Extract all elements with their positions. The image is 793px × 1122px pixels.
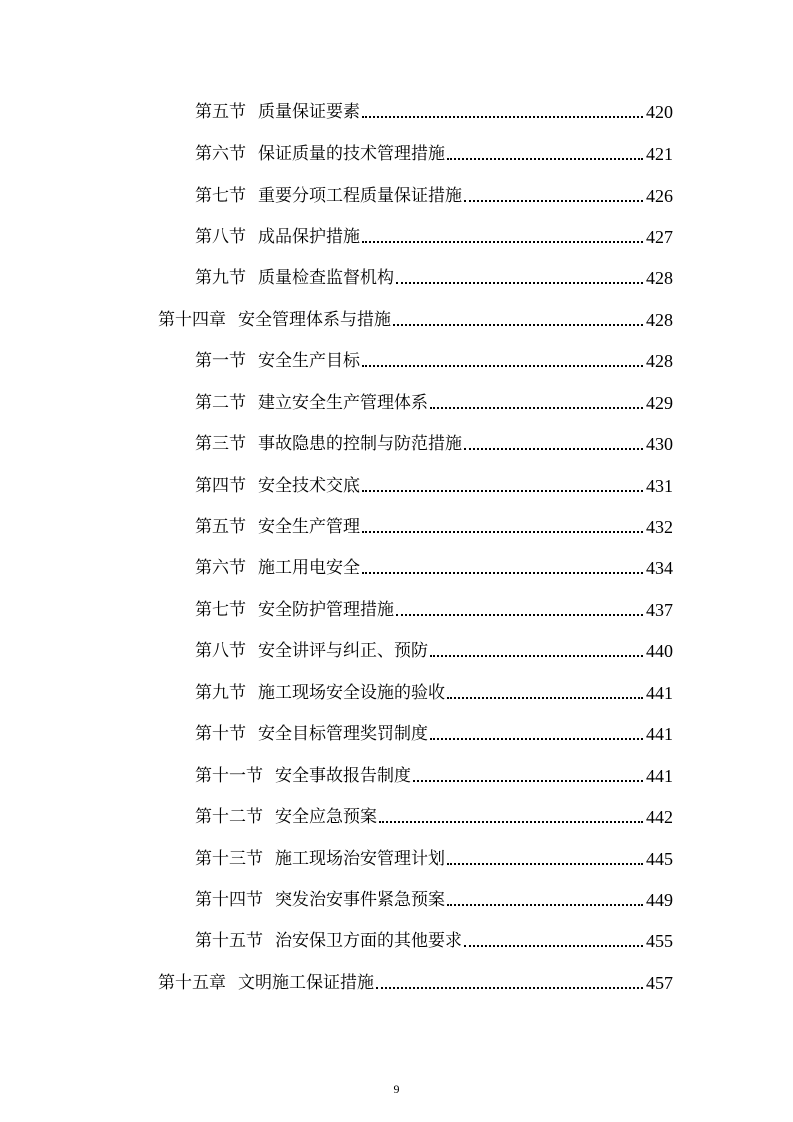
toc-entry[interactable]	[195, 387, 673, 413]
dot-leader	[396, 614, 643, 616]
toc-entry-prefix: 第八节	[195, 641, 246, 661]
toc-entry-prefix: 第九节	[195, 683, 246, 703]
toc-entry[interactable]	[195, 760, 673, 786]
toc-entry-page: 432	[646, 517, 673, 537]
toc-entry-page: 420	[646, 102, 673, 122]
toc-entry[interactable]	[195, 511, 673, 537]
toc-entry-prefix: 第十一节	[195, 766, 263, 786]
toc-entry-title: 安全应急预案	[275, 807, 377, 827]
toc-entry[interactable]	[195, 221, 673, 247]
dot-leader	[362, 531, 643, 533]
toc-entry-title: 安全目标管理奖罚制度	[258, 724, 428, 744]
toc-entry-page: 449	[646, 890, 673, 910]
dot-leader	[464, 945, 643, 947]
toc-entry[interactable]	[195, 96, 673, 122]
toc-entry-title: 文明施工保证措施	[238, 973, 374, 993]
dot-leader	[447, 158, 643, 160]
dot-leader	[447, 863, 643, 865]
toc-entry-prefix: 第三节	[195, 434, 246, 454]
dot-leader	[430, 655, 643, 657]
toc-entry-title: 突发治安事件紧急预案	[275, 890, 445, 910]
toc-entry-prefix: 第四节	[195, 476, 246, 496]
toc-entry-page: 437	[646, 600, 673, 620]
toc-entry-prefix: 第十五章	[158, 973, 226, 993]
dot-leader	[430, 738, 643, 740]
toc-entry-prefix: 第八节	[195, 227, 246, 247]
toc-entry-prefix: 第十四章	[158, 310, 226, 330]
toc-entry-title: 施工现场治安管理计划	[275, 849, 445, 869]
toc-entry[interactable]	[195, 925, 673, 951]
toc-entry-title: 安全管理体系与措施	[238, 310, 391, 330]
toc-entry-page: 441	[646, 683, 673, 703]
toc-entry[interactable]	[195, 635, 673, 661]
toc-entry-prefix: 第十二节	[195, 807, 263, 827]
dot-leader	[376, 987, 643, 989]
toc-entry-prefix: 第六节	[195, 144, 246, 164]
toc-entry-page: 445	[646, 849, 673, 869]
toc-entry-prefix: 第九节	[195, 268, 246, 288]
toc-entry[interactable]	[195, 262, 673, 288]
toc-entry[interactable]	[195, 552, 673, 578]
toc-entry-prefix: 第十四节	[195, 890, 263, 910]
dot-leader	[393, 324, 643, 326]
toc-entry-title: 安全技术交底	[258, 476, 360, 496]
toc-entry[interactable]	[195, 345, 673, 371]
toc-entry[interactable]	[195, 718, 673, 744]
toc-entry[interactable]	[195, 594, 673, 620]
toc-entry-prefix: 第六节	[195, 558, 246, 578]
dot-leader	[362, 116, 643, 118]
toc-entry-title: 事故隐患的控制与防范措施	[258, 434, 462, 454]
toc-chapter-entry[interactable]	[158, 304, 673, 330]
toc-entry-page: 429	[646, 393, 673, 413]
toc-entry-page: 428	[646, 268, 673, 288]
toc-entry-title: 重要分项工程质量保证措施	[258, 186, 462, 206]
toc-entry[interactable]	[195, 801, 673, 827]
dot-leader	[413, 780, 643, 782]
toc-entry-page: 428	[646, 310, 673, 330]
toc-entry-page: 455	[646, 931, 673, 951]
toc-entry-page: 430	[646, 434, 673, 454]
toc-entry[interactable]	[195, 470, 673, 496]
toc-entry-page: 440	[646, 641, 673, 661]
toc-entry-title: 成品保护措施	[258, 227, 360, 247]
toc-entry-page: 434	[646, 558, 673, 578]
dot-leader	[362, 572, 643, 574]
toc-entry-prefix: 第十三节	[195, 849, 263, 869]
dot-leader	[362, 241, 643, 243]
toc-entry[interactable]	[195, 138, 673, 164]
toc-entry-prefix: 第七节	[195, 186, 246, 206]
toc-entry-page: 428	[646, 351, 673, 371]
dot-leader	[447, 697, 643, 699]
toc-entry-prefix: 第七节	[195, 600, 246, 620]
toc-entry-prefix: 第十五节	[195, 931, 263, 951]
dot-leader	[362, 365, 643, 367]
page-number: 9	[393, 1082, 400, 1096]
toc-entry-title: 质量保证要素	[258, 102, 360, 122]
toc-entry-page: 431	[646, 476, 673, 496]
dot-leader	[447, 904, 643, 906]
dot-leader	[379, 821, 643, 823]
toc-entry[interactable]	[195, 843, 673, 869]
toc-entry-prefix: 第五节	[195, 102, 246, 122]
toc-entry-page: 427	[646, 227, 673, 247]
toc-entry-page: 441	[646, 766, 673, 786]
toc-entry-title: 保证质量的技术管理措施	[258, 144, 445, 164]
toc-entry-prefix: 第五节	[195, 517, 246, 537]
toc-entry-page: 441	[646, 724, 673, 744]
toc-entry-prefix: 第十节	[195, 724, 246, 744]
toc-entry-title: 安全讲评与纠正、预防	[258, 641, 428, 661]
dot-leader	[464, 448, 643, 450]
toc-entry-page: 421	[646, 144, 673, 164]
toc-entry[interactable]	[195, 677, 673, 703]
toc-entry[interactable]	[195, 428, 673, 454]
toc-entry-title: 建立安全生产管理体系	[258, 393, 428, 413]
toc-entry-title: 施工用电安全	[258, 558, 360, 578]
toc-entry-title: 安全事故报告制度	[275, 766, 411, 786]
toc-entry-page: 426	[646, 186, 673, 206]
dot-leader	[464, 200, 643, 202]
toc-entry-page: 442	[646, 807, 673, 827]
toc-entry-prefix: 第一节	[195, 351, 246, 371]
toc-entry-title: 安全防护管理措施	[258, 600, 394, 620]
toc-entry-page: 457	[646, 973, 673, 993]
toc-entry[interactable]	[195, 180, 673, 206]
dot-leader	[396, 282, 643, 284]
dot-leader	[430, 407, 643, 409]
toc-entry-title: 质量检查监督机构	[258, 268, 394, 288]
toc-entry-title: 安全生产目标	[258, 351, 360, 371]
toc-entry-title: 治安保卫方面的其他要求	[275, 931, 462, 951]
toc-chapter-entry[interactable]	[158, 967, 673, 993]
toc-entry-title: 施工现场安全设施的验收	[258, 683, 445, 703]
toc-entry-title: 安全生产管理	[258, 517, 360, 537]
dot-leader	[362, 490, 643, 492]
toc-entry-prefix: 第二节	[195, 393, 246, 413]
toc-entry[interactable]	[195, 884, 673, 910]
